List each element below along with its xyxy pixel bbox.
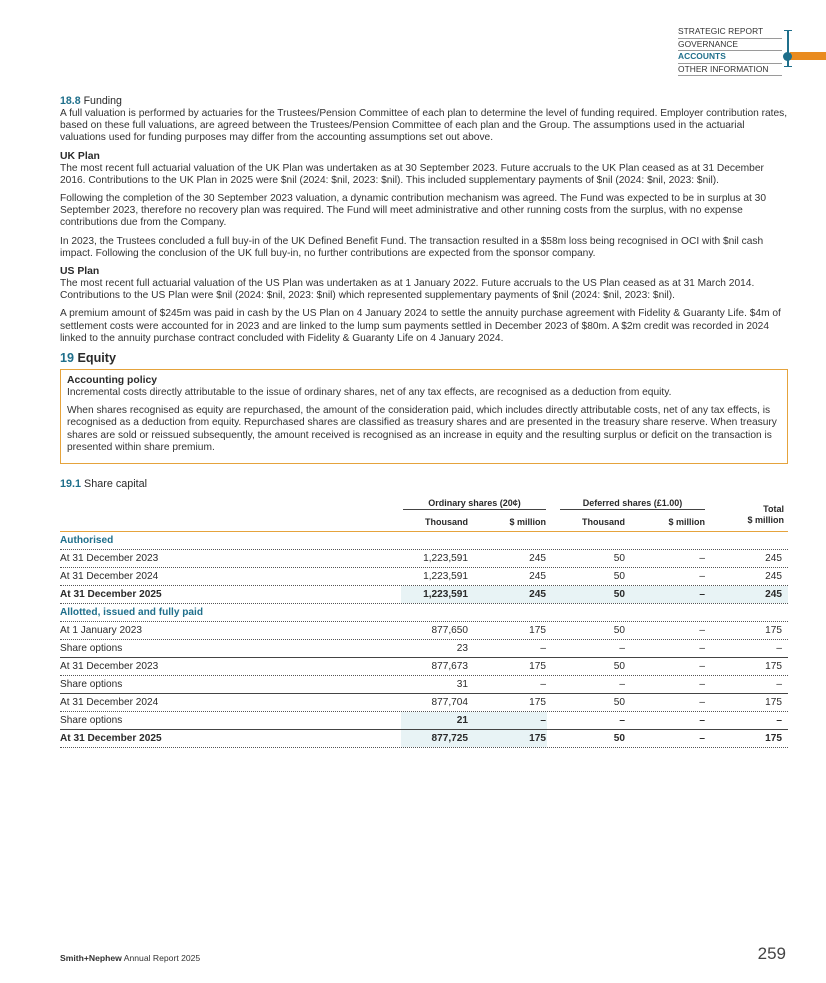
- share-capital-heading: [60, 478, 788, 490]
- cell-col-4: –: [699, 571, 705, 583]
- uk-plan-heading: UK Plan: [60, 150, 100, 162]
- cell-col-5: 245: [765, 589, 782, 601]
- row-label: Share options: [60, 679, 123, 691]
- page-number: 259: [757, 944, 786, 963]
- cell-col-2: –: [540, 679, 546, 691]
- nav-item-accounts[interactable]: ACCOUNTS: [678, 51, 782, 64]
- footer-report: Annual Report 2025: [123, 953, 201, 963]
- nav-item-other-information[interactable]: OTHER INFORMATION: [678, 64, 782, 77]
- cell-col-2: 245: [529, 553, 546, 565]
- cell-col-1: 1,223,591: [423, 571, 468, 583]
- table-row: [60, 550, 788, 568]
- accounting-policy-heading: Accounting policy: [67, 375, 158, 387]
- cell-col-3: –: [619, 679, 625, 691]
- share-capital-number: 19.1: [60, 478, 82, 491]
- cell-col-3: 50: [613, 625, 625, 637]
- total-header-label: Total: [763, 504, 784, 515]
- funding-title: Funding: [83, 95, 122, 107]
- col-header-deferred-million: $ million: [668, 517, 705, 528]
- equity-heading: [60, 351, 788, 365]
- cell-col-3: 50: [613, 571, 625, 583]
- cell-col-4: –: [699, 679, 705, 691]
- cell-col-2: 245: [529, 589, 546, 601]
- row-label: At 31 December 2024: [60, 697, 159, 709]
- table-row: [60, 694, 788, 712]
- cell-col-1: 23: [456, 643, 468, 655]
- row-label: Share options: [60, 643, 123, 655]
- nav-indicator-line: [787, 30, 789, 67]
- section-nav: [678, 26, 782, 76]
- table-row: [60, 568, 788, 586]
- cell-col-1: 21: [456, 715, 468, 727]
- funding-heading: [60, 95, 788, 107]
- row-label: At 31 December 2024: [60, 571, 159, 583]
- cell-col-1: 877,673: [431, 661, 468, 673]
- cell-col-4: –: [699, 625, 705, 637]
- col-header-deferred-thousand: Thousand: [582, 517, 625, 528]
- table-row: [60, 712, 788, 730]
- column-header-row: [60, 515, 788, 532]
- cell-col-5: 175: [765, 733, 782, 745]
- cell-col-1: 31: [456, 679, 468, 691]
- uk-plan-p1: The most recent full actuarial valuation of the UK Plan was undertaken as at 30 September 2023. Future accruals to the UK Plan ceased as at 31 December 2016. Contributions to the UK Plan in 2025 were $nil (2024: $nil, 2023: $nil). This included supplementary payments of $nil (2024: $nil, 2023: $nil).: [60, 162, 764, 186]
- nav-tick-top: [784, 30, 792, 31]
- nav-item-governance[interactable]: GOVERNANCE: [678, 39, 782, 52]
- funding-number: 18.8: [60, 95, 81, 107]
- group-header-deferred: Deferred shares (£1.00): [560, 498, 705, 510]
- footer-brand: Smith+Nephew: [60, 953, 122, 963]
- page-content: [60, 95, 788, 748]
- nav-active-dot: [783, 52, 792, 61]
- row-label: Share options: [60, 715, 123, 727]
- row-label: At 31 December 2025: [60, 589, 162, 601]
- table-section-row: [60, 604, 788, 622]
- cell-col-4: –: [699, 643, 705, 655]
- uk-plan-p2: Following the completion of the 30 September 2023 valuation, a dynamic contribution mechanism was agreed. The Fund was expected to be in surplus at 30 September 2023, therefore no recovery plan was required. The Fund will meet administrative and other running costs from the surplus, with no expense contributions due from the Company.: [60, 193, 766, 229]
- accounting-policy-p1: Incremental costs directly attributable to the issue of ordinary shares, net of any tax effects, are recognised as a deduction from equity.: [67, 387, 672, 399]
- cell-col-4: –: [699, 697, 705, 709]
- equity-number: 19: [60, 351, 75, 366]
- us-plan-p2: A premium amount of $245m was paid in cash by the US Plan on 4 January 2024 to settle the annuity purchase agreement with Fidelity & Guaranty Life. $4m of settlement costs were accounted for in 2023 and are linked to the lump sum payments settled in December 2023 of $80m. A $2m credit was recorded in 2024 linked to the annuity purchase contract concluded with Fidelity & Guaranty Life on 4 January 2024.: [60, 308, 781, 344]
- cell-col-5: 175: [765, 697, 782, 709]
- cell-col-3: 50: [613, 733, 625, 745]
- table-row: [60, 586, 788, 604]
- cell-col-1: 877,725: [431, 733, 468, 745]
- funding-intro: A full valuation is performed by actuaries for the Trustees/Pension Committee of each plan to determine the level of funding required. Employer contribution rates, based on these full valuations, are agreed between the Trustees/Pension Committee of each plan and the Group. The assumptions used in the actuarial valuations used for funding purposes may differ from the accounting assumptions set out above.: [60, 108, 788, 144]
- cell-col-4: –: [699, 589, 705, 601]
- table-row: [60, 676, 788, 694]
- cell-col-3: –: [619, 643, 625, 655]
- share-capital-table: [60, 498, 788, 748]
- cell-col-3: 50: [613, 697, 625, 709]
- table-row: [60, 730, 788, 748]
- row-label: Authorised: [60, 535, 114, 547]
- cell-col-2: –: [540, 715, 546, 727]
- us-plan-heading: US Plan: [60, 266, 100, 278]
- cell-col-5: –: [776, 715, 782, 727]
- table-body: [60, 532, 788, 748]
- cell-col-1: 877,650: [431, 625, 468, 637]
- col-header-ordinary-million: $ million: [509, 517, 546, 528]
- footer: [60, 953, 200, 963]
- share-capital-title: Share capital: [84, 478, 148, 491]
- cell-col-2: 175: [529, 733, 546, 745]
- cell-col-5: 245: [765, 571, 782, 583]
- cell-col-2: –: [540, 643, 546, 655]
- cell-col-2: 245: [529, 571, 546, 583]
- cell-col-2: 175: [529, 697, 546, 709]
- nav-tick-bottom: [784, 66, 792, 67]
- nav-active-bar: [790, 52, 826, 60]
- cell-col-3: –: [619, 715, 625, 727]
- cell-col-2: 175: [529, 661, 546, 673]
- nav-item-strategic-report[interactable]: STRATEGIC REPORT: [678, 26, 782, 39]
- equity-title: Equity: [77, 351, 116, 366]
- accounting-policy-box: [60, 369, 788, 464]
- table-section-row: [60, 532, 788, 550]
- group-header-ordinary: Ordinary shares (20¢): [403, 498, 546, 510]
- cell-col-4: –: [699, 715, 705, 727]
- table-row: [60, 658, 788, 676]
- row-label: At 31 December 2025: [60, 733, 162, 745]
- cell-col-5: –: [776, 679, 782, 691]
- cell-col-3: 50: [613, 661, 625, 673]
- cell-col-3: 50: [613, 589, 625, 601]
- cell-col-5: 175: [765, 661, 782, 673]
- cell-col-4: –: [699, 553, 705, 565]
- uk-plan-p3: In 2023, the Trustees concluded a full buy-in of the UK Defined Benefit Fund. The transaction resulted in a $58m loss being recognised in OCI with $nil cash impact. Following the conclusion of the UK full buy-in, no further contributions are expected from the sponsor company.: [60, 235, 764, 259]
- cell-col-1: 1,223,591: [423, 553, 468, 565]
- accounting-policy-p2: When shares recognised as equity are repurchased, the amount of the consideration paid, which includes directly attributable costs, net of any tax effects, is recognised as a deduction from equity. Repurchased shares are classified as treasury shares and are presented in the treasury share reserve. When treasury shares are sold or reissued subsequently, the amount received is recognised as an increase in equity and the resulting surplus or deficit on the transaction is presented within share premium.: [67, 405, 777, 453]
- row-label: At 1 January 2023: [60, 625, 142, 637]
- row-label: At 31 December 2023: [60, 661, 159, 673]
- cell-col-3: 50: [613, 553, 625, 565]
- table-row: [60, 640, 788, 658]
- us-plan-p1: The most recent full actuarial valuation of the US Plan was undertaken as at 1 January 2022. Future accruals to the US Plan ceased as at 31 March 2014. Contributions to the US Plan were $nil (2024: $nil, 2023: $nil) which represented supplementary payments of $nil (2024: $nil, 2023: $nil).: [60, 278, 755, 302]
- cell-col-4: –: [699, 733, 705, 745]
- cell-col-5: 175: [765, 625, 782, 637]
- row-label: Allotted, issued and fully paid: [60, 607, 204, 619]
- cell-col-5: –: [776, 643, 782, 655]
- cell-col-1: 877,704: [431, 697, 468, 709]
- cell-col-5: 245: [765, 553, 782, 565]
- col-header-ordinary-thousand: Thousand: [425, 517, 468, 528]
- table-row: [60, 622, 788, 640]
- cell-col-2: 175: [529, 625, 546, 637]
- total-header-unit: $ million: [747, 515, 784, 526]
- cell-col-1: 1,223,591: [423, 589, 468, 601]
- cell-col-4: –: [699, 661, 705, 673]
- row-label: At 31 December 2023: [60, 553, 159, 565]
